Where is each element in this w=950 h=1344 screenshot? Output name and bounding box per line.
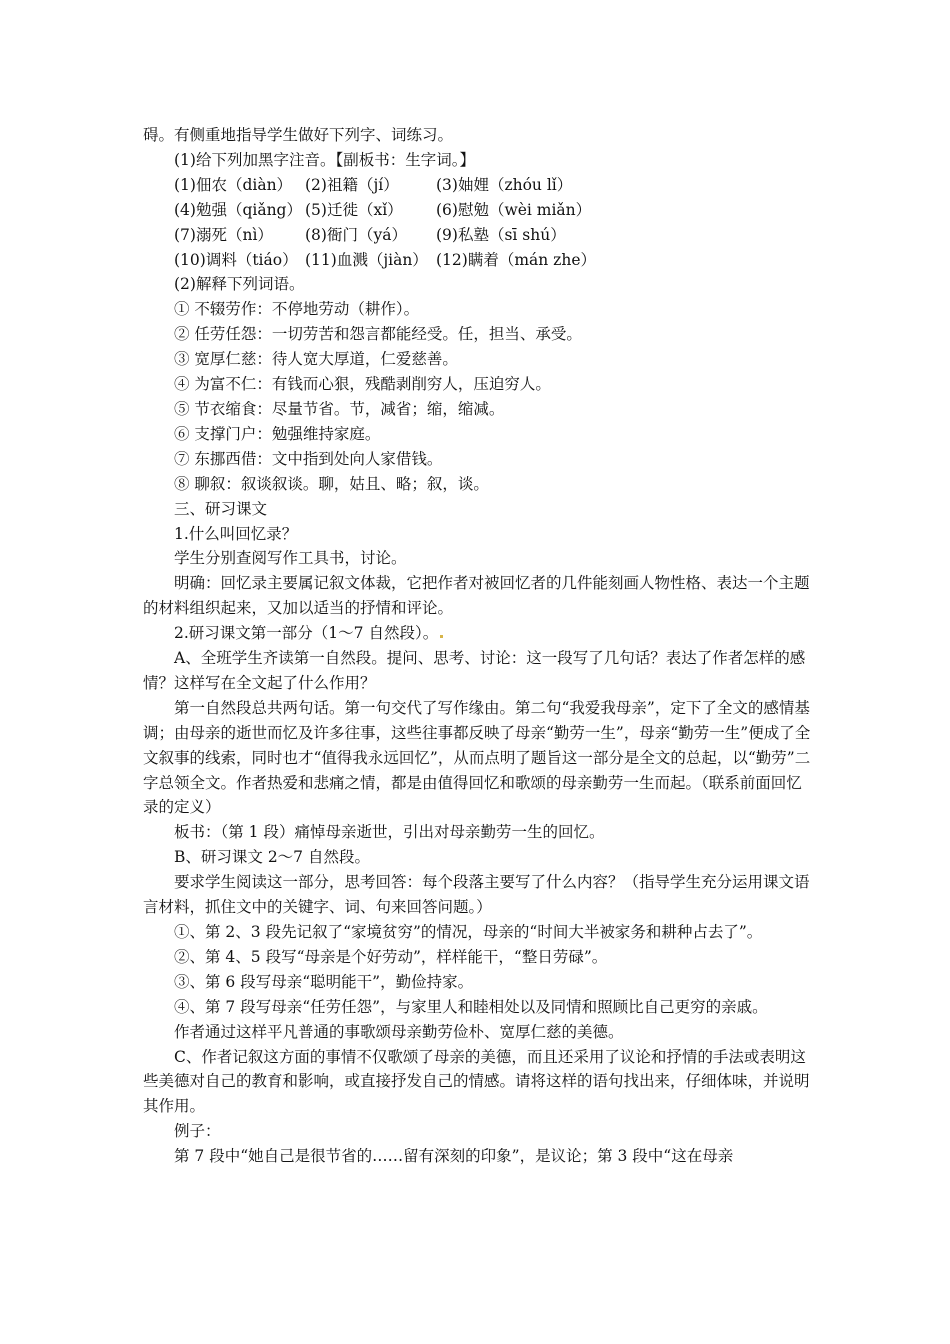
vocab-item: (12)瞒着（mán zhe）: [436, 250, 596, 269]
paragraph: 学生分别查阅写作工具书，讨论。: [174, 549, 407, 568]
section-heading: 三、研习课文: [174, 499, 268, 518]
paragraph: 例子：: [174, 1122, 221, 1141]
term-item: ② 任劳任怨：一切劳苦和怨言都能经受。任，担当、承受。: [174, 325, 582, 344]
paragraph: ③、第 6 段写母亲“聪明能干”，勤俭持家。: [174, 972, 474, 991]
vocab-item: (8)衙门（yá）: [305, 225, 407, 244]
paragraph: 1.什么叫回忆录？: [174, 524, 298, 543]
term-item: ① 不辍劳作：不停地劳动（耕作）。: [174, 300, 420, 319]
vocab-row: [143, 223, 811, 248]
paragraph: A、全班学生齐读第一自然段。提问、思考、讨论：这一段写了几句话？表达了作者怎样的感情？这样写在全文起了什么作用？: [143, 649, 806, 692]
paragraph: 第一自然段总共两句话。第一句交代了写作缘由。第二句“我爱我母亲”，定下了全文的感情基调；由母亲的逝世而忆及许多往事，这些往事都反映了母亲“勤劳一生”，母亲“勤劳一生”便成了全文叙事的线索，同时也才“值得我永远回忆”，从而点明了题旨这一部分是全文的总起，以“勤劳”二字总领全文。作者热爱和悲痛之情，都是由值得回忆和歌颂的母亲勤劳一生而起。（联系前面回忆录的定义）: [143, 698, 811, 817]
paragraph: (2)解释下列词语。: [174, 275, 305, 294]
term-item: ⑥ 支撑门户：勉强维持家庭。: [174, 424, 381, 443]
paragraph: 明确：回忆录主要属记叙文体裁，它把作者对被回忆者的几件能刻画人物性格、表达一个主题的材料组织起来，又加以适当的抒情和评论。: [143, 574, 810, 618]
vocab-item: (4)勉强（qiǎng）: [174, 200, 302, 219]
highlight-mark: [440, 635, 443, 638]
vocab-row: [143, 248, 811, 273]
vocab-item: (2)祖籍（jí）: [305, 175, 399, 194]
paragraph: ②、第 4、5 段写“母亲是个好劳动”，样样能干，“整日劳碌”。: [174, 947, 608, 966]
term-item: ④ 为富不仁：有钱而心狠，残酷剥削穷人，压迫穷人。: [174, 375, 551, 394]
term-item: ⑧ 聊叙：叙谈叙谈。聊，姑且、略；叙，谈。: [174, 474, 489, 493]
paragraph: ①、第 2、3 段先记叙了“家境贫穷”的情况，母亲的“时间大半被家务和耕种占去了”。: [174, 923, 763, 941]
vocab-row: [143, 173, 811, 198]
vocab-item: (5)迁徙（xǐ）: [305, 200, 403, 219]
paragraph: [143, 621, 811, 646]
paragraph: 第 7 段中“她自己是很节省的……留有深刻的印象”，是议论；第 3 段中“这在母亲: [174, 1147, 734, 1166]
vocab-item: (7)溺死（nì）: [174, 225, 273, 244]
vocab-item: (1)佃农（diàn）: [174, 175, 293, 194]
paragraph: C、作者记叙这方面的事情不仅歌颂了母亲的美德，而且还采用了议论和抒情的手法或表明这些美德对自己的教育和影响，或直接抒发自己的情感。请将这样的语句找出来，仔细体味，并说明其作用。: [143, 1047, 810, 1116]
paragraph: (1)给下列加黑字注音。【副板书：生字词。】: [174, 150, 475, 169]
document-body: [143, 123, 811, 1169]
vocab-item: (6)慰勉（wèi miǎn）: [436, 200, 592, 219]
paragraph: 碍。有侧重地指导学生做好下列字、词练习。: [143, 126, 454, 144]
term-item: ⑤ 节衣缩食：尽量节省。节，减省；缩，缩减。: [174, 399, 505, 418]
vocab-item: (11)血溅（jiàn）: [305, 250, 428, 269]
paragraph: ④、第 7 段写母亲“任劳任怨”，与家里人和睦相处以及同情和照顾比自己更穷的亲戚。: [174, 997, 768, 1016]
vocab-item: (3)妯娌（zhóu lǐ）: [436, 175, 573, 194]
paragraph: B、研习课文 2～7 自然段。: [174, 848, 370, 867]
vocab-item: (9)私塾（sī shú）: [436, 225, 566, 244]
vocab-row: [143, 198, 811, 223]
term-item: ⑦ 东挪西借：文中指到处向人家借钱。: [174, 449, 443, 468]
paragraph: 作者通过这样平凡普通的事歌颂母亲勤劳俭朴、宽厚仁慈的美德。: [174, 1022, 624, 1041]
paragraph-text: 2.研习课文第一部分（1～7 自然段）。: [174, 624, 439, 643]
paragraph: 要求学生阅读这一部分，思考回答：每个段落主要写了什么内容？（指导学生充分运用课文语言材料，抓住文中的关键字、词、句来回答问题。）: [143, 873, 810, 917]
paragraph: 板书：（第 1 段）痛悼母亲逝世，引出对母亲勤劳一生的回忆。: [174, 823, 605, 842]
term-item: ③ 宽厚仁慈：待人宽大厚道，仁爱慈善。: [174, 350, 458, 369]
vocab-item: (10)调料（tiáo）: [174, 250, 298, 269]
